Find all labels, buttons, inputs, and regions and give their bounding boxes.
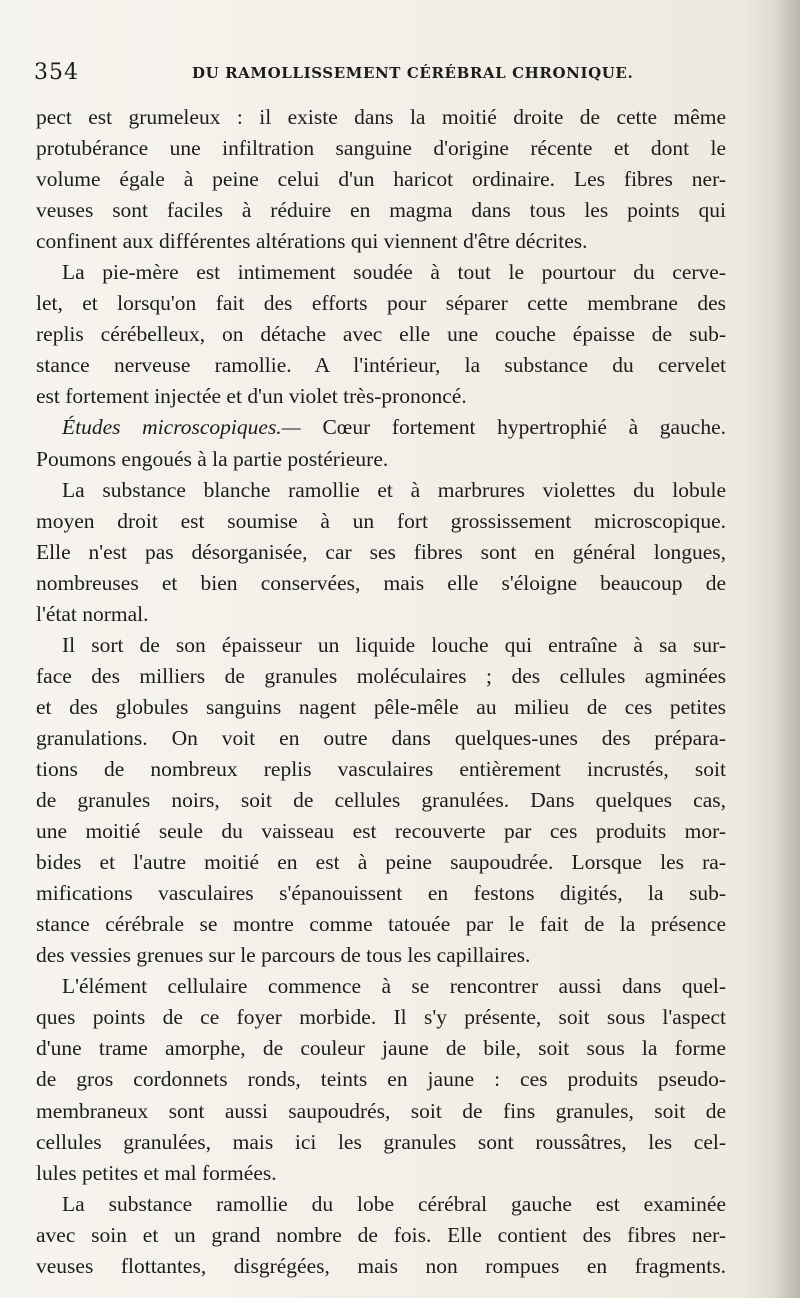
- text-line: lules petites et mal formées.: [36, 1160, 277, 1185]
- text-line: membraneux sont aussi saupoudrés, soit de fins granules, soit de: [36, 1098, 726, 1123]
- body-text: [36, 102, 726, 1282]
- text-line: La pie-mère est intimement soudée à tout le pourtour du cerve-: [62, 260, 726, 285]
- text-line: La substance ramollie du lobe cérébral gauche est examinée: [62, 1191, 726, 1216]
- section-heading-italic: Études microscopiques.—: [62, 415, 301, 440]
- text-line-with-heading: [36, 412, 726, 443]
- text-line: replis cérébelleux, on détache avec elle une couche épaisse de sub-: [36, 322, 726, 347]
- running-head: [34, 60, 746, 90]
- text-line: veuses flottantes, disgrégées, mais non rompues en fragments.: [36, 1253, 726, 1278]
- text-line: cellules granulées, mais ici les granules sont roussâtres, les cel-: [36, 1129, 726, 1154]
- text-line: d'une trame amorphe, de couleur jaune de bile, soit sous la forme: [36, 1036, 726, 1061]
- text-line: L'élément cellulaire commence à se rencontrer aussi dans quel-: [62, 974, 726, 999]
- text-line: tions de nombreux replis vasculaires entièrement incrustés, soit: [36, 756, 726, 781]
- text-line: est fortement injectée et d'un violet très-prononcé.: [36, 384, 467, 409]
- text-line: et des globules sanguins nagent pêle-mêle au milieu de ces petites: [36, 694, 726, 719]
- text-line: stance cérébrale se montre comme tatouée par le fait de la présence: [36, 912, 726, 937]
- text-line: l'état normal.: [36, 601, 149, 626]
- text-line: pect est grumeleux : il existe dans la moitié droite de cette même: [36, 105, 726, 129]
- text-line: let, et lorsqu'on fait des efforts pour séparer cette membrane des: [36, 291, 726, 316]
- text-line: stance nerveuse ramollie. A l'intérieur, la substance du cervelet: [36, 353, 726, 378]
- text-line: des vessies grenues sur le parcours de tous les capillaires.: [36, 943, 531, 968]
- text-line: nombreuses et bien conservées, mais elle s'éloigne beaucoup de: [36, 570, 726, 595]
- text-line: Il sort de son épaisseur un liquide louche qui entraîne à sa sur-: [62, 632, 726, 657]
- text-line: confinent aux différentes altérations qui viennent d'être décrites.: [36, 229, 588, 254]
- text-line: veuses sont faciles à réduire en magma dans tous les points qui: [36, 198, 726, 223]
- text-line: de gros cordonnets ronds, teints en jaune : ces produits pseudo-: [36, 1067, 726, 1092]
- text-line: Poumons engoués à la partie postérieure.: [36, 446, 389, 471]
- text-line: de granules noirs, soit de cellules granulées. Dans quelques cas,: [36, 788, 726, 813]
- text-line: une moitié seule du vaisseau est recouverte par ces produits mor-: [36, 819, 726, 844]
- text-line: granulations. On voit en outre dans quelques-unes des prépara-: [36, 725, 726, 750]
- text-line: mifications vasculaires s'épanouissent en festons digités, la sub-: [36, 881, 726, 906]
- text-line: La substance blanche ramollie et à marbrures violettes du lobule: [62, 477, 726, 502]
- text-line: ques points de ce foyer morbide. Il s'y présente, soit sous l'aspect: [36, 1005, 726, 1030]
- running-title: DU RAMOLLISSEMENT CÉRÉBRAL CHRONIQUE.: [192, 64, 634, 82]
- page-number: 354: [34, 60, 79, 85]
- text-line: face des milliers de granules moléculaires ; des cellules agminées: [36, 663, 726, 688]
- text-line: volume égale à peine celui d'un haricot ordinaire. Les fibres ner-: [36, 167, 726, 192]
- text-line: Cœur fortement hypertrophié à gauche.: [322, 415, 727, 440]
- text-line: moyen droit est soumise à un fort grossissement microscopique.: [36, 508, 726, 533]
- text-line: protubérance une infiltration sanguine d'origine récente et dont le: [36, 136, 726, 161]
- text-line: Elle n'est pas désorganisée, car ses fibres sont en général longues,: [36, 539, 726, 564]
- text-line: avec soin et un grand nombre de fois. Elle contient des fibres ner-: [36, 1222, 726, 1247]
- text-line: bides et l'autre moitié en est à peine saupoudrée. Lorsque les ra-: [36, 850, 726, 875]
- page-edge-shadow: [740, 0, 800, 1298]
